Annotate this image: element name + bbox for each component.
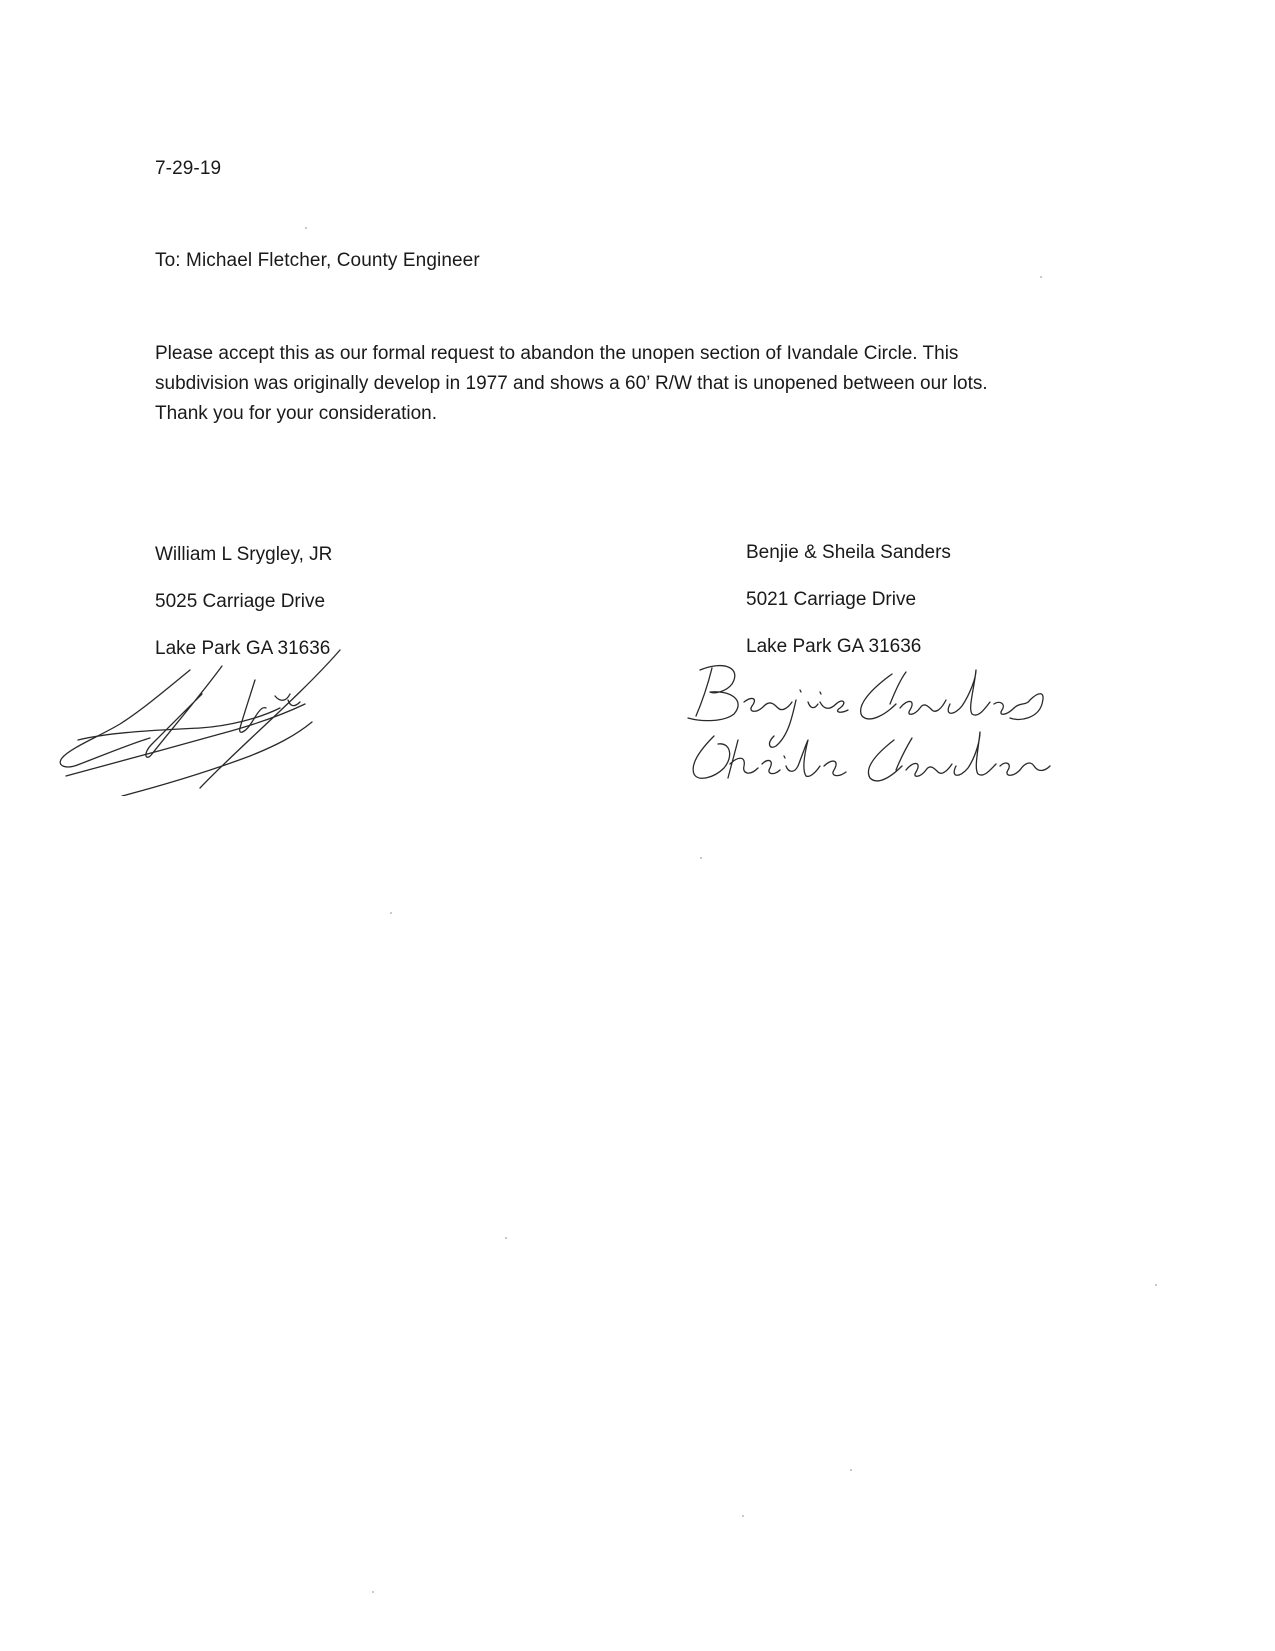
signatory-block-right: [746, 538, 951, 679]
signatory-address: 5021 Carriage Drive: [746, 589, 917, 610]
scan-speck: [742, 1515, 744, 1517]
scan-speck: [1155, 1284, 1157, 1286]
signatory-city: Lake Park GA 31636: [746, 636, 922, 657]
scan-speck: [505, 1237, 507, 1239]
letter-recipient: To: Michael Fletcher, County Engineer: [155, 250, 480, 271]
scan-speck: [305, 227, 307, 229]
signatory-name: Benjie & Sheila Sanders: [746, 542, 951, 563]
scan-speck: [700, 857, 702, 859]
scan-speck: [850, 1469, 852, 1471]
letter-body: [155, 339, 1155, 429]
scan-speck: [390, 912, 392, 914]
scan-speck: [372, 1591, 374, 1593]
signatory-city: Lake Park GA 31636: [155, 638, 331, 659]
signatory-address: 5025 Carriage Drive: [155, 591, 326, 612]
scan-speck: [1040, 276, 1042, 278]
handwritten-signature-srygley: [50, 636, 360, 796]
body-line: Thank you for your consideration.: [155, 403, 437, 424]
handwritten-signature-sanders: [680, 660, 1060, 800]
letter-date: 7-29-19: [155, 158, 222, 179]
body-line: Please accept this as our formal request to abandon the unopen section of Ivandale Circle. This: [155, 343, 959, 364]
signatory-name: William L Srygley, JR: [155, 544, 333, 565]
body-line: subdivision was originally develop in 1977 and shows a 60’ R/W that is unopened between our lots.: [155, 373, 988, 394]
